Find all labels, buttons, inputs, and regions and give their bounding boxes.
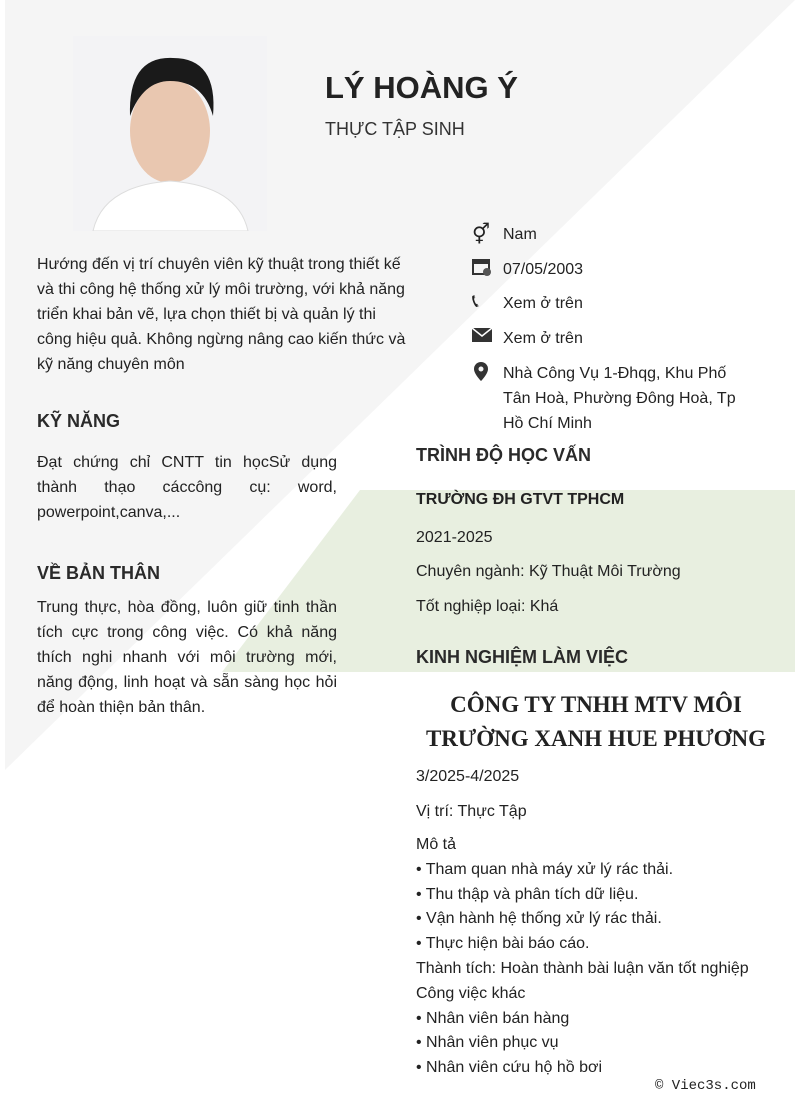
location-icon	[472, 362, 494, 384]
contact-email: Xem ở trên	[503, 330, 583, 347]
contact-phone: Xem ở trên	[503, 295, 583, 312]
skills-text: Đạt chứng chỉ CNTT tin họcSử dụng thành thạo cáccông cụ: word, powerpoint,canva,...	[37, 454, 337, 521]
education-major: Chuyên ngành: Kỹ Thuật Môi Trường	[416, 563, 681, 580]
about-heading: VỀ BẢN THÂN	[37, 563, 161, 583]
education-heading: TRÌNH ĐỘ HỌC VẤN	[416, 445, 591, 465]
candidate-name: LÝ HOÀNG Ý	[325, 70, 518, 105]
calendar-icon	[472, 257, 494, 279]
contact-address: Nhà Công Vụ 1-Đhqg, Khu Phố Tân Hoà, Phường Đông Hoà, Tp Hồ Chí Minh	[503, 365, 736, 432]
detail-line: • Tham quan nhà máy xử lý rác thải.	[416, 860, 674, 878]
contact-gender: Nam	[503, 226, 537, 243]
experience-period: 3/2025-4/2025	[416, 768, 520, 785]
education-grade: Tốt nghiệp loại: Khá	[416, 598, 559, 615]
detail-line: Thành tích: Hoàn thành bài luận văn tốt nghiệp	[416, 959, 749, 977]
experience-heading: KINH NGHIỆM LÀM VIỆC	[416, 647, 629, 667]
detail-line: • Vận hành hệ thống xử lý rác thải.	[416, 910, 662, 928]
mail-icon	[472, 327, 494, 349]
phone-icon: 📞︎	[472, 291, 479, 312]
skills-heading: KỸ NĂNG	[37, 411, 121, 431]
detail-line: Công việc khác	[416, 984, 526, 1002]
experience-details	[416, 833, 749, 1081]
detail-line: • Thực hiện bài báo cáo.	[416, 935, 590, 953]
profile-photo	[73, 36, 267, 231]
detail-line: • Nhân viên cứu hộ hồ bơi	[416, 1059, 603, 1077]
objective-text: Hướng đến vị trí chuyên viên kỹ thuật trong thiết kế và thi công hệ thống xử lý môi trường, với khả năng triển khai bản vẽ, lựa chọn thiết bị và quản lý thi công hiệu quả. Không ngừng nâng cao kiến thức và kỹ năng chuyên môn	[37, 256, 406, 373]
experience-company: CÔNG TY TNHH MTV MÔI TRƯỜNG XANH HUE PHƯƠNG	[425, 692, 767, 751]
detail-line: • Nhân viên bán hàng	[416, 1009, 570, 1027]
experience-position: Vị trí: Thực Tập	[416, 803, 527, 820]
detail-line: Mô tả	[416, 836, 457, 853]
footer-watermark: © Viec3s.com	[655, 1078, 756, 1094]
candidate-title: THỰC TẬP SINH	[325, 119, 465, 139]
detail-line: • Thu thập và phân tích dữ liệu.	[416, 885, 639, 903]
detail-line: • Nhân viên phục vụ	[416, 1034, 559, 1052]
about-text: Trung thực, hòa đồng, luôn giữ tinh thần tích cực trong công việc. Có khả năng thích nghi nhanh với môi trường mới, năng động, linh hoạt và sẵn sàng học hỏi để hoàn thiện bản thân.	[37, 599, 337, 716]
education-years: 2021-2025	[416, 529, 493, 546]
contact-birthday: 07/05/2003	[503, 261, 584, 278]
gender-icon: ⚥	[472, 224, 491, 246]
education-school: TRƯỜNG ĐH GTVT TPHCM	[416, 491, 625, 508]
